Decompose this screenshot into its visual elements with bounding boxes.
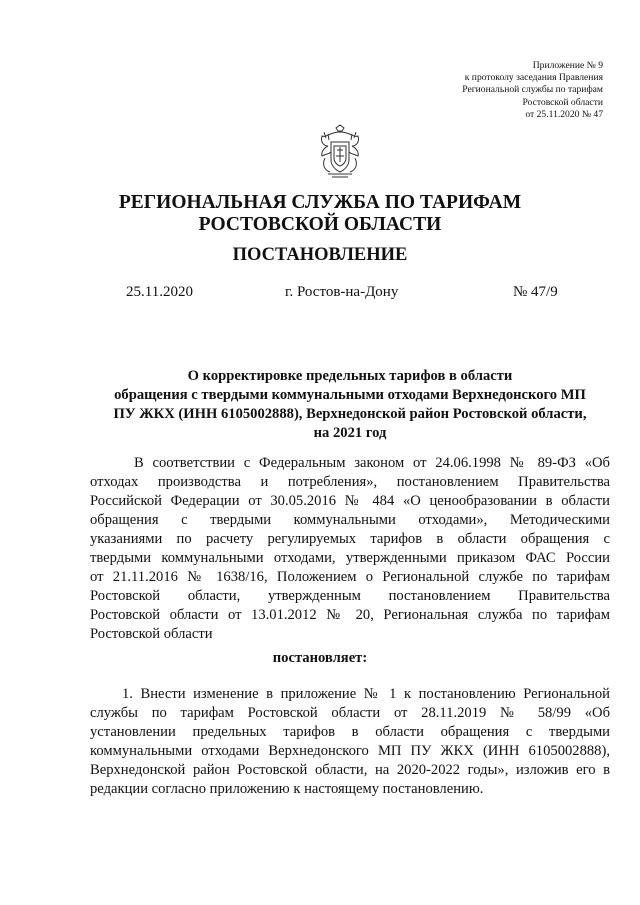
preamble-line: Ростовской области от 13.01.2012 № 20, Региональная служба по тарифам (90, 607, 610, 623)
item-line: редакции согласно приложению к настоящему постановлению. (90, 781, 484, 797)
appendix-line: Ростовской области (522, 96, 603, 108)
decree-number: № 47/9 (513, 284, 558, 300)
preamble-line: отходах производства и потребления», постановлением Правительства (90, 474, 610, 490)
item-line: коммунальными отходами Верхнедонского МП ПУ ЖКХ (ИНН 6105002888), (90, 743, 610, 759)
appendix-note (343, 60, 603, 121)
item-line: Верхнедонской район Ростовской области, на 2020-2022 годы», изложив его в (90, 762, 610, 778)
preamble-line: В соответствии с Федеральным законом от 24.06.1998 № 89-ФЗ «Об (134, 455, 610, 471)
preamble-line: Ростовской области (90, 626, 213, 642)
subject-line: на 2021 год (313, 425, 387, 441)
item-line: службы по тарифам Ростовской области от 28.11.2019 № 58/99 «Об (90, 705, 610, 721)
organization-title: РЕГИОНАЛЬНАЯ СЛУЖБА ПО ТАРИФАМ (118, 192, 522, 213)
preamble-line: твердыми коммунальными отходами, утвержденными приказом ФАС России (90, 550, 610, 566)
coat-of-arms-icon (316, 124, 364, 180)
decree-date: 25.11.2020 (126, 284, 193, 300)
document-type: ПОСТАНОВЛЕНИЕ (232, 245, 408, 265)
organization-title: РОСТОВСКОЙ ОБЛАСТИ (198, 214, 442, 235)
preamble-line: указаниями по расчету регулируемых тарифов в области обращения с (90, 531, 610, 547)
preamble-paragraph (90, 454, 610, 644)
decree-subject (90, 367, 610, 443)
preamble-line: обращения с твердыми коммунальными отходами», Методическими (90, 512, 610, 528)
item-1-paragraph (90, 685, 610, 799)
subject-line: О корректировке предельных тарифов в области (187, 368, 513, 384)
decree-city: г. Ростов-на-Дону (285, 284, 399, 300)
preamble-line: от 21.11.2016 № 1638/16, Положением о Региональной службе по тарифам (90, 569, 610, 585)
appendix-line: к протоколу заседания Правления (464, 72, 603, 84)
item-line: 1. Внести изменение в приложение № 1 к постановлению Региональной (122, 686, 610, 702)
preamble-line: Российской Федерации от 30.05.2016 № 484 «О ценообразовании в области (90, 493, 610, 509)
preamble-line: Ростовской области, утвержденным постановлением Правительства (90, 588, 610, 604)
item-line: установлении предельных тарифов в области обращения с твердыми (90, 724, 610, 740)
resolves-heading: постановляет: (272, 650, 368, 666)
subject-line: ПУ ЖКХ (ИНН 6105002888), Верхнедонской район Ростовской области, (113, 406, 587, 422)
subject-line: обращения с твердыми коммунальными отходами Верхнедонского МП (114, 387, 586, 403)
appendix-line: от 25.11.2020 № 47 (525, 108, 603, 120)
appendix-line: Региональной службы по тарифам (462, 84, 603, 96)
appendix-line: Приложение № 9 (532, 60, 603, 71)
